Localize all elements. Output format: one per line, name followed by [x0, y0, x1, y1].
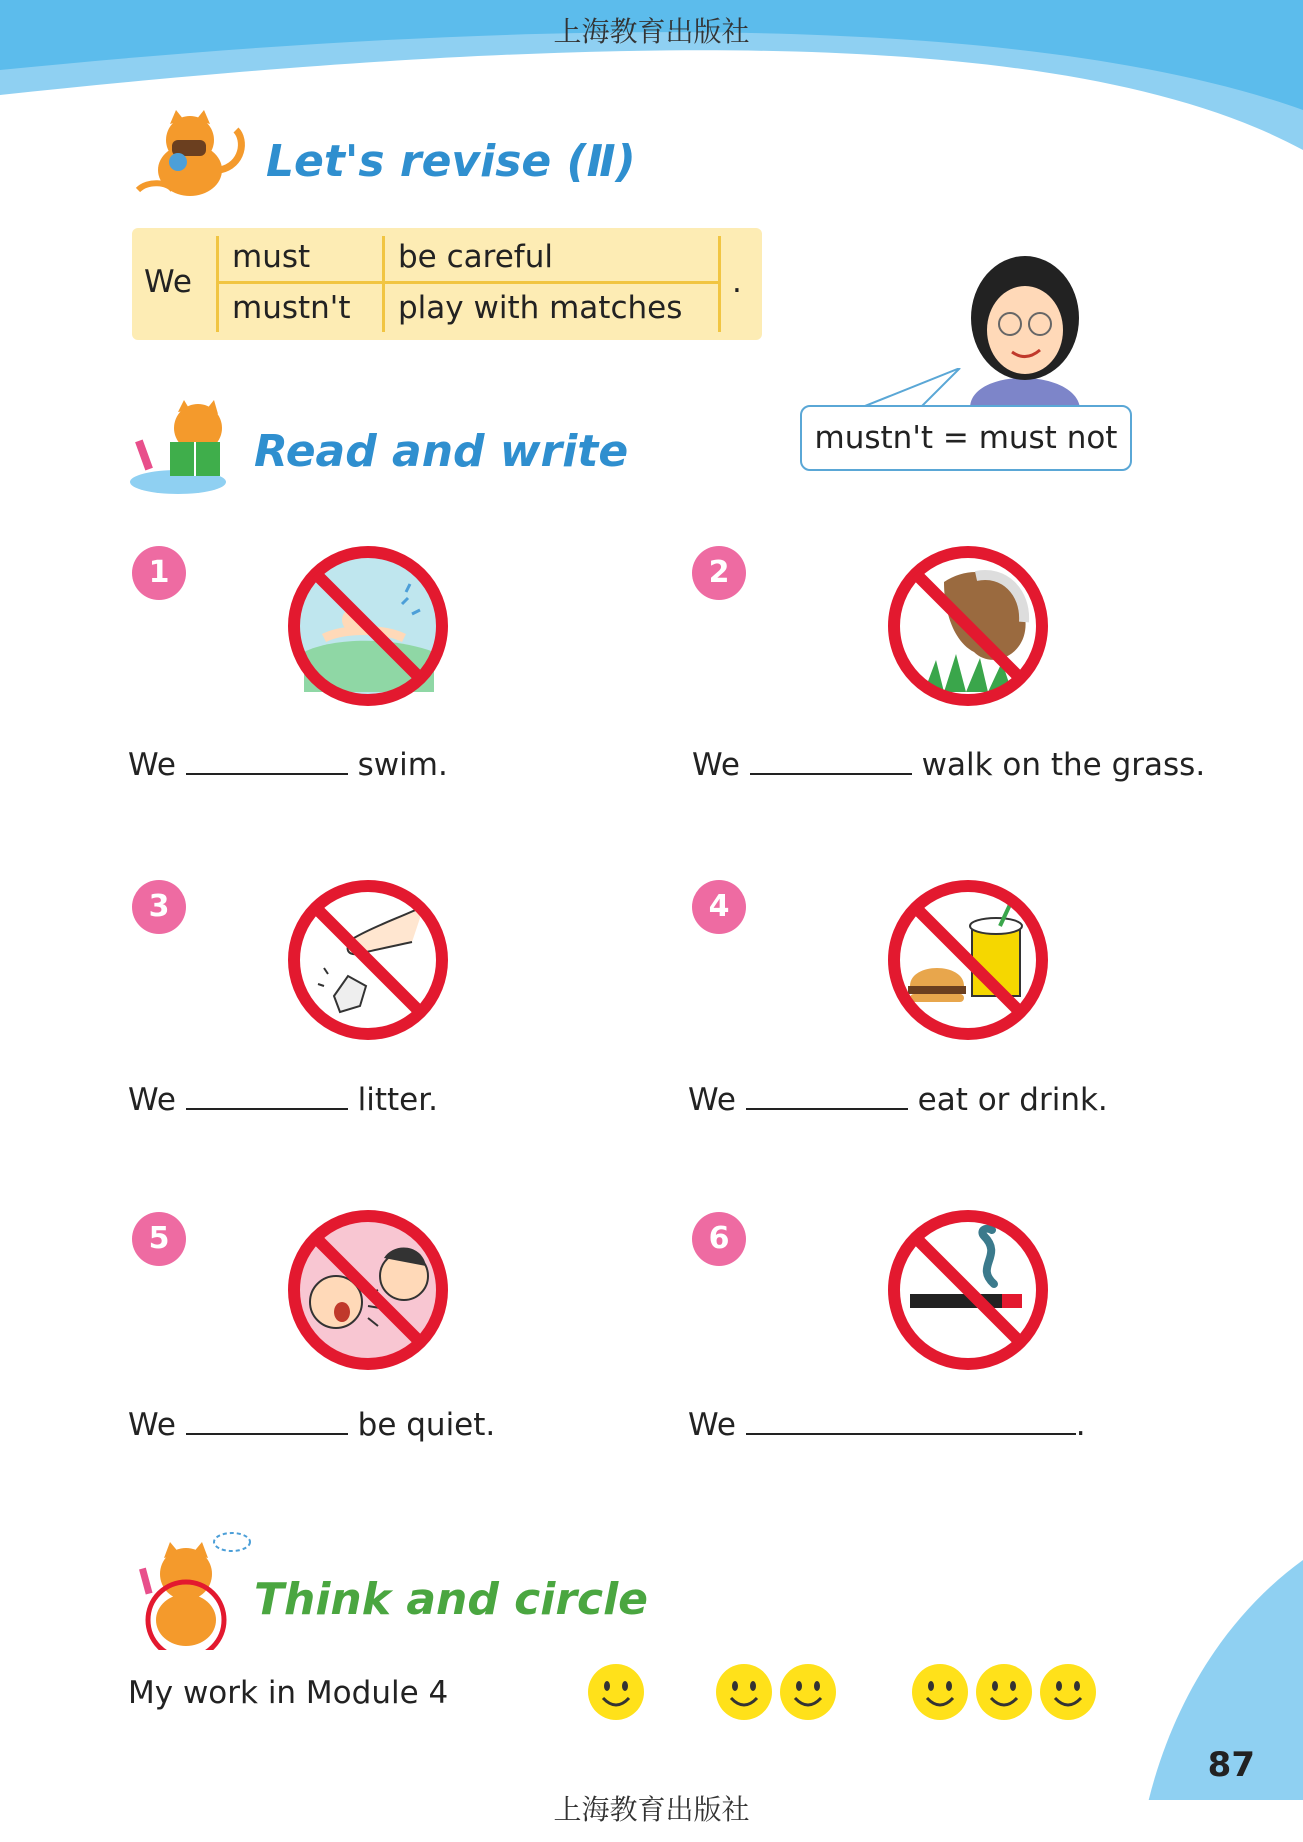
item-number-6: 6	[692, 1212, 746, 1266]
cat-thinking-icon	[128, 1530, 253, 1650]
sentence-5: We be quiet.	[128, 1407, 496, 1443]
item-number-5: 5	[132, 1212, 186, 1266]
lets-revise-heading: Let's revise (Ⅱ)	[266, 136, 636, 187]
page-number: 87	[1207, 1745, 1255, 1785]
self-assessment-prompt: My work in Module 4	[128, 1675, 449, 1711]
sentence-6: We .	[688, 1407, 1086, 1443]
item-number-2: 2	[692, 546, 746, 600]
grammar-table	[132, 228, 762, 340]
table-modal-2: mustn't	[232, 290, 351, 326]
smiley-face-icon	[780, 1664, 836, 1720]
sentence-4: We eat or drink.	[688, 1082, 1108, 1118]
item-number-1: 1	[132, 546, 186, 600]
table-phrase-1: be careful	[398, 239, 553, 275]
no-food-or-drink-icon	[884, 876, 1052, 1044]
smiley-face-icon	[1040, 1664, 1096, 1720]
table-subject: We	[144, 264, 192, 300]
smiley-face-icon	[912, 1664, 968, 1720]
bubble-tail	[860, 368, 970, 408]
smiley-rating-row	[580, 1656, 1110, 1728]
speech-bubble-text: mustn't = must not	[814, 420, 1118, 456]
answer-blank-2[interactable]	[750, 745, 912, 775]
no-shouting-icon	[284, 1206, 452, 1374]
no-swimming-icon	[284, 542, 452, 710]
smiley-face-icon	[588, 1664, 644, 1720]
no-smoking-icon	[884, 1206, 1052, 1374]
cat-binoculars-icon	[128, 110, 258, 202]
sentence-3: We litter.	[128, 1082, 439, 1118]
smiley-face-icon	[716, 1664, 772, 1720]
sentence-1: We swim.	[128, 747, 448, 783]
table-modal-1: must	[232, 239, 311, 275]
answer-blank-1[interactable]	[186, 745, 348, 775]
answer-blank-6[interactable]	[746, 1405, 1076, 1435]
speech-bubble	[800, 405, 1132, 471]
sentence-2: We walk on the grass.	[692, 747, 1206, 783]
answer-blank-4[interactable]	[746, 1080, 908, 1110]
table-period: .	[732, 264, 742, 300]
read-and-write-heading: Read and write	[254, 426, 629, 477]
publisher-header: 上海教育出版社	[553, 15, 750, 48]
item-number-4: 4	[692, 880, 746, 934]
smiley-face-icon	[976, 1664, 1032, 1720]
answer-blank-5[interactable]	[186, 1405, 348, 1435]
answer-blank-3[interactable]	[186, 1080, 348, 1110]
publisher-footer: 上海教育出版社	[553, 1793, 750, 1826]
think-and-circle-heading: Think and circle	[254, 1574, 649, 1625]
item-number-3: 3	[132, 880, 186, 934]
table-phrase-2: play with matches	[398, 290, 683, 326]
cat-reading-icon	[128, 400, 248, 495]
no-walking-on-grass-icon	[884, 542, 1052, 710]
no-littering-icon	[284, 876, 452, 1044]
